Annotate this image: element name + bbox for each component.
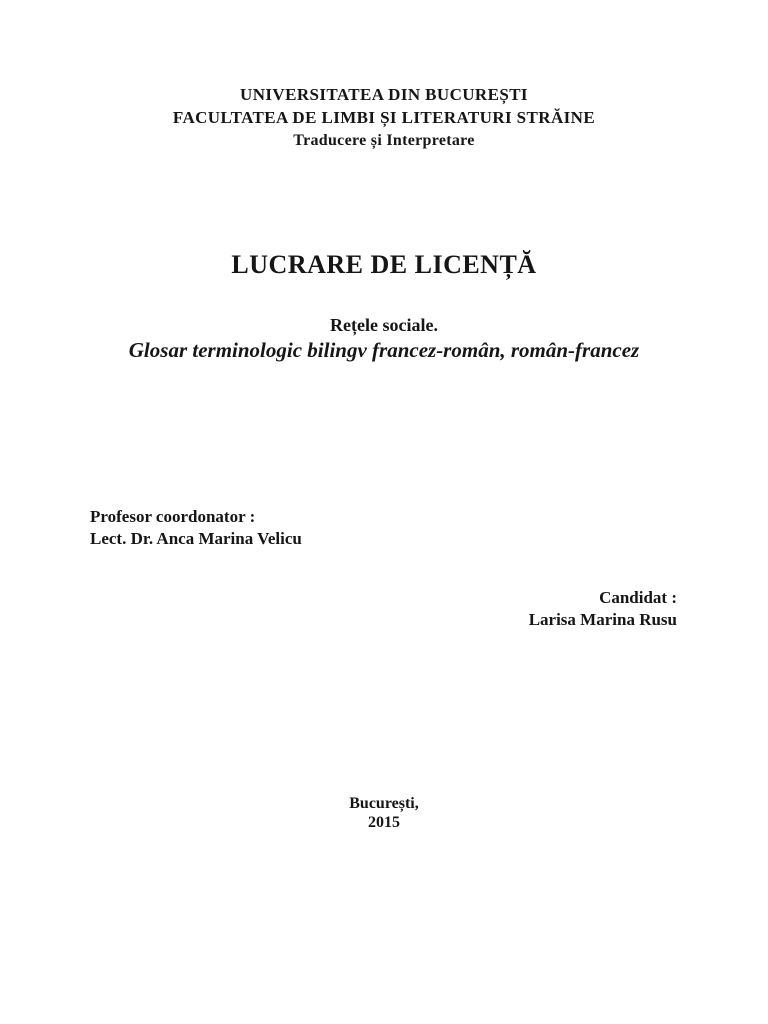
coordinator-label: Profesor coordonator :	[90, 507, 256, 526]
candidate-block	[529, 587, 677, 630]
department-name: Traducere și Interpretare	[293, 132, 475, 149]
footer-block	[0, 794, 768, 832]
coordinator-block	[90, 506, 302, 549]
subtitle-glossary: Glosar terminologic bilingv francez-român, român-francez	[128, 338, 640, 362]
footer-city: București,	[349, 795, 419, 812]
university-header	[0, 83, 768, 152]
subtitle-topic: Rețele sociale.	[330, 315, 438, 335]
thesis-subtitle	[0, 314, 768, 363]
candidate-name: Larisa Marina Rusu	[528, 609, 677, 629]
footer-year: 2015	[368, 814, 400, 831]
candidate-label: Candidat :	[599, 588, 677, 607]
thesis-title: LUCRARE DE LICENȚĂ	[231, 250, 537, 279]
coordinator-name: Lect. Dr. Anca Marina Velicu	[90, 528, 302, 548]
university-name: UNIVERSITATEA DIN BUCUREȘTI	[240, 85, 528, 104]
faculty-name: FACULTATEA DE LIMBI ȘI LITERATURI STRĂINE	[172, 108, 596, 127]
